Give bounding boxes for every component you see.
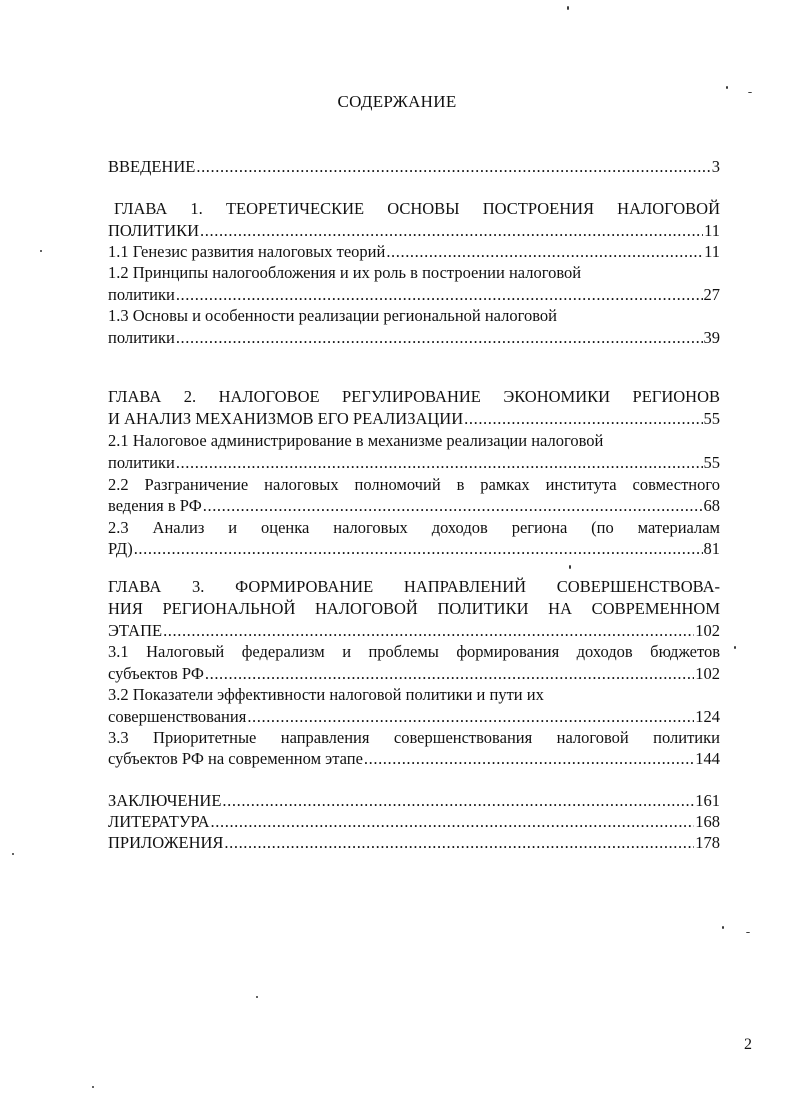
dot-leader (211, 811, 695, 833)
toc-entry-1-3-line1 (108, 305, 720, 327)
toc-page: 124 (695, 707, 720, 726)
toc-entry-2-2-line1: 2.2 Разграничение налоговых полномочий в рамках института совместного (108, 475, 720, 494)
dot-leader (203, 495, 703, 517)
toc-entry-1-2-line1 (108, 262, 720, 284)
toc-label: ЗАКЛЮЧЕНИЕ (108, 791, 222, 810)
chapter-3-heading-line2: НИЯ РЕГИОНАЛЬНОЙ НАЛОГОВОЙ ПОЛИТИКИ НА СОВРЕМЕННОМ (108, 599, 720, 618)
dot-leader (205, 663, 694, 685)
toc-entry-1-3 (108, 327, 720, 349)
toc-page: 161 (695, 791, 720, 810)
toc-entry-2-3 (108, 538, 720, 560)
toc-page: 102 (695, 664, 720, 683)
toc-page: 3 (711, 157, 720, 176)
toc-page: 102 (695, 621, 720, 640)
toc-entry-3-3 (108, 748, 720, 770)
toc-entry-2-2 (108, 495, 720, 517)
page-number: 2 (744, 1036, 752, 1053)
dot-leader (364, 748, 694, 770)
scan-speck (256, 996, 258, 998)
dot-leader (224, 832, 694, 854)
toc-entry-literature (108, 811, 720, 833)
scan-speck (567, 6, 569, 10)
toc-entry-1-2 (108, 284, 720, 306)
toc-entry-appendices (108, 832, 720, 854)
toc-label: политики (108, 453, 175, 472)
toc-page: 55 (703, 409, 720, 428)
toc-page: 178 (695, 833, 720, 852)
dot-leader (176, 327, 703, 349)
toc-label: ЛИТЕРАТУРА (108, 812, 210, 831)
toc-label: 1.1 Генезис развития налоговых теорий (108, 242, 386, 261)
toc-label: 2.1 Налоговое администрирование в механизме реализации налоговой (108, 431, 604, 450)
toc-label: ПОЛИТИКИ (108, 221, 200, 240)
toc-entry-chapter-3 (108, 620, 720, 642)
toc-label: ВВЕДЕНИЕ (108, 157, 196, 176)
chapter-3-heading-line1: ГЛАВА 3. ФОРМИРОВАНИЕ НАПРАВЛЕНИЙ СОВЕРШЕНСТВОВА- (108, 577, 720, 596)
toc-label: ПРИЛОЖЕНИЯ (108, 833, 224, 852)
scan-speck (748, 92, 752, 93)
toc-entry-conclusion (108, 790, 720, 812)
scan-speck (734, 646, 736, 649)
toc-label: 1.3 Основы и особенности реализации региональной налоговой (108, 306, 557, 325)
page-title: СОДЕРЖАНИЕ (337, 92, 457, 111)
dot-leader (134, 538, 703, 560)
scan-speck (12, 853, 14, 855)
toc-entry-3-2-line1 (108, 684, 720, 706)
toc-page: 55 (703, 453, 720, 472)
toc-entry-chapter-2 (108, 408, 720, 430)
dot-leader (386, 241, 703, 263)
toc-entry-2-1 (108, 452, 720, 474)
toc-entry-2-3-line1: 2.3 Анализ и оценка налоговых доходов региона (по материалам (108, 518, 720, 537)
toc-page: 39 (703, 328, 720, 347)
scan-speck (722, 926, 724, 929)
dot-leader (163, 620, 694, 642)
scan-speck (92, 1086, 94, 1088)
toc-label: ведения в РФ (108, 496, 202, 515)
scan-speck (40, 250, 42, 252)
scan-speck (726, 86, 728, 89)
dot-leader (464, 408, 702, 430)
dot-leader (247, 706, 694, 728)
toc-label: ЭТАПЕ (108, 621, 163, 640)
scan-speck (746, 932, 750, 933)
toc-entry-chapter-1 (108, 220, 720, 242)
dot-leader (200, 220, 703, 242)
dot-leader (222, 790, 694, 812)
scan-speck (569, 565, 571, 569)
toc-label: совершенствования (108, 707, 247, 726)
toc-entry-3-3-line1: 3.3 Приоритетные направления совершенствования налоговой политики (108, 728, 720, 747)
toc-page: 68 (703, 496, 720, 515)
toc-entry-2-1-line1 (108, 430, 720, 452)
toc-page: 144 (695, 749, 720, 768)
chapter-1-heading: ГЛАВА 1. ТЕОРЕТИЧЕСКИЕ ОСНОВЫ ПОСТРОЕНИЯ НАЛОГОВОЙ (114, 199, 720, 218)
toc-label: политики (108, 328, 175, 347)
toc-page: 11 (704, 242, 720, 261)
toc-label: политики (108, 285, 175, 304)
toc-label: субъектов РФ на современном этапе (108, 749, 363, 768)
toc-label: РД) (108, 539, 133, 558)
dot-leader (176, 284, 703, 306)
toc-page: 27 (703, 285, 720, 304)
toc-entry-3-1 (108, 663, 720, 685)
toc-page: 11 (704, 221, 720, 240)
dot-leader (196, 156, 710, 178)
toc-label: субъектов РФ (108, 664, 204, 683)
dot-leader (176, 452, 703, 474)
toc-entry-intro (108, 156, 720, 178)
toc-label: 3.2 Показатели эффективности налоговой политики и пути их (108, 685, 544, 704)
toc-entry-1-1 (108, 241, 720, 263)
toc-page: 168 (695, 812, 720, 831)
chapter-2-heading: ГЛАВА 2. НАЛОГОВОЕ РЕГУЛИРОВАНИЕ ЭКОНОМИКИ РЕГИОНОВ (108, 387, 720, 406)
toc-page: 81 (703, 539, 720, 558)
toc-label: 1.2 Принципы налогообложения и их роль в построении налоговой (108, 263, 582, 282)
toc-label: И АНАЛИЗ МЕХАНИЗМОВ ЕГО РЕАЛИЗАЦИИ (108, 409, 464, 428)
toc-entry-3-1-line1: 3.1 Налоговый федерализм и проблемы формирования доходов бюджетов (108, 642, 720, 661)
toc-entry-3-2 (108, 706, 720, 728)
